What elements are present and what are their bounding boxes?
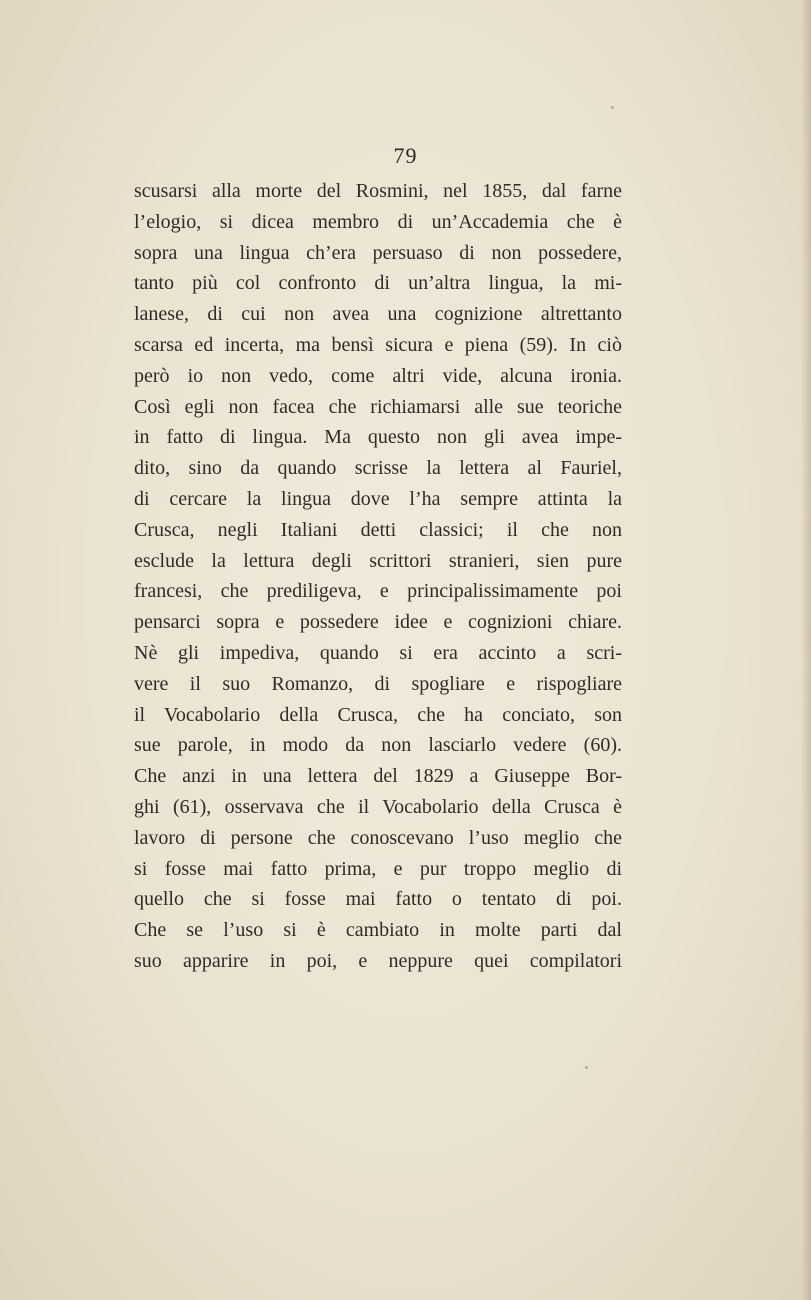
text-line: suo apparire in poi, e neppure quei compilatori: [134, 949, 622, 972]
text-line: però io non vedo, come altri vide, alcuna ironia.: [134, 364, 622, 387]
text-line: si fosse mai fatto prima, e pur troppo meglio di: [134, 857, 622, 880]
page-edge-shadow: [801, 0, 811, 1300]
text-line: pensarci sopra e possedere idee e cognizioni chiare.: [134, 611, 622, 634]
text-line: Che se l’uso si è cambiato in molte parti dal: [134, 919, 622, 942]
text-line: il Vocabolario della Crusca, che ha conciato, son: [134, 703, 622, 726]
text-line: Che anzi in una lettera del 1829 a Giuseppe Bor-: [134, 765, 622, 788]
text-line: lanese, di cui non avea una cognizione altrettanto: [134, 303, 622, 326]
text-line: scarsa ed incerta, ma bensì sicura e piena (59). In ciò: [134, 333, 622, 356]
text-line: quello che si fosse mai fatto o tentato di poi.: [134, 888, 622, 911]
text-line: in fatto di lingua. Ma questo non gli avea impe-: [134, 426, 622, 449]
text-line: sopra una lingua ch’era persuaso di non possedere,: [134, 241, 622, 264]
text-line: ghi (61), osservava che il Vocabolario della Crusca è: [134, 795, 622, 818]
text-line: lavoro di persone che conoscevano l’uso meglio che: [134, 826, 622, 849]
paper-speck: [611, 106, 614, 109]
text-line: vere il suo Romanzo, di spogliare e rispogliare: [134, 672, 622, 695]
text-line: Nè gli impediva, quando si era accinto a scri-: [134, 641, 622, 664]
text-line: esclude la lettura degli scrittori stranieri, sien pure: [134, 549, 622, 572]
text-line: Così egli non facea che richiamarsi alle sue teoriche: [134, 395, 622, 418]
text-line: dito, sino da quando scrisse la lettera al Fauriel,: [134, 457, 622, 480]
text-line: di cercare la lingua dove l’ha sempre attinta la: [134, 487, 622, 510]
text-line: tanto più col confronto di un’altra lingua, la mi-: [134, 272, 622, 295]
page-number: 79: [393, 143, 418, 168]
text-line: francesi, che prediligeva, e principalissimamente poi: [134, 580, 622, 603]
paper-speck: [585, 1066, 588, 1069]
text-line: sue parole, in modo da non lasciarlo vedere (60).: [134, 734, 622, 757]
text-line: Crusca, negli Italiani detti classici; il che non: [134, 518, 622, 541]
text-line: scusarsi alla morte del Rosmini, nel 1855, dal farne: [134, 180, 622, 202]
body-text: [134, 176, 622, 977]
text-line: l’elogio, si dicea membro di un’Accademia che è: [134, 210, 622, 233]
